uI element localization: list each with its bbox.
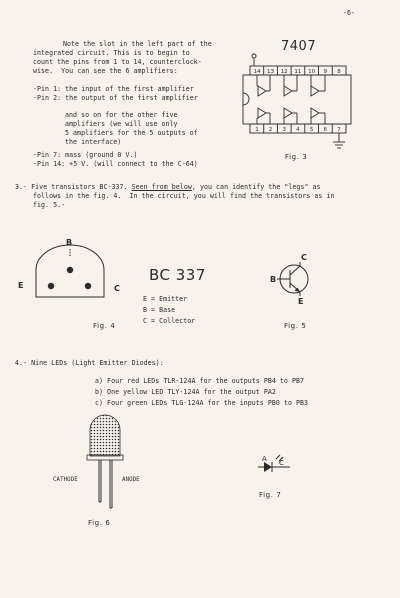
fig3-caption: Fig. 3 (285, 153, 308, 161)
pin-item: -Pin 7: mass (ground 0 V.) (33, 151, 138, 159)
pin-item: -Pin 1: the input of the first amplifier (33, 85, 194, 93)
fig7-caption: Fig. 7 (259, 491, 282, 499)
text-span: , you can identify the "legs" as (191, 183, 321, 191)
fig5-caption: Fig. 5 (284, 322, 307, 330)
fig5-collector-label: C (301, 253, 307, 262)
ic-pin-number: 4 (296, 127, 300, 133)
page-number: -6- (343, 9, 356, 17)
text-line: and so on for the other five (65, 111, 178, 119)
fig5-emitter-label: E (298, 297, 304, 306)
fig5-base-label: B (270, 275, 277, 284)
text-line: Note the slot in the left part of the (63, 40, 212, 48)
text-line: amplifiers (we will use only (65, 120, 178, 128)
fig4-collector-label: C (114, 284, 120, 293)
ic-pin-number: 12 (280, 69, 288, 75)
cathode-label: CATHODE (53, 477, 78, 483)
text-line: follows in the fig. 4. In the circuit, you will find the transistors as in (33, 192, 335, 200)
section-number: 3.- (15, 183, 28, 191)
ic-pin-number: 6 (323, 127, 328, 133)
fig6-caption: Fig. 6 (88, 519, 111, 527)
text-line: count the pins from 1 to 14, counterclock- (33, 58, 202, 66)
ic-pin-number: 14 (253, 69, 261, 75)
ic-pin-number: 9 (323, 69, 328, 75)
ic-pin-number: 11 (294, 69, 302, 75)
led-list-item: a) Four red LEDs TLR-124A for the outputs PB4 to PB7 (95, 377, 305, 385)
fig4-caption: Fig. 4 (93, 322, 116, 330)
led-list-item: c) Four green LEDs TLG-124A for the inputs PB0 to PB3 (95, 399, 309, 407)
ic-pin-number: 2 (268, 127, 273, 133)
ic-pin-number: 1 (255, 127, 259, 133)
transistor-model: BC 337 (149, 266, 206, 284)
text-line: the interface) (65, 138, 122, 146)
text-line: 5 amplifiers for the 5 outputs of (65, 129, 198, 137)
section-heading: 4.- Nine LEDs (Light Emitter Diodes): (15, 359, 164, 367)
ic-pin-number: 8 (337, 69, 341, 75)
led-list-item: b) One yellow LED TLY-124A for the output PA2 (95, 388, 276, 396)
fig4-emitter-label: E (18, 281, 24, 290)
text-line: integrated circuit. This is to begin to (33, 49, 190, 57)
legend-item: C = Collector (143, 317, 196, 325)
underlined-text: Seen from below (131, 183, 192, 191)
text-line: fig. 5.- (33, 201, 66, 209)
ic-pin-number: 5 (309, 127, 314, 133)
ic-pin-number: 13 (267, 69, 274, 75)
pin-item: -Pin 2: the output of the first amplifier (33, 94, 198, 102)
legend-item: B = Base (143, 306, 176, 314)
anode-label: ANODE (122, 477, 140, 483)
ic-pin-number: 7 (337, 127, 341, 133)
fig7-anode-label: A (262, 455, 267, 463)
ic-label: 7407 (281, 39, 317, 54)
ic-pin-number: 3 (282, 127, 286, 133)
fig4-base-label: B (66, 238, 73, 247)
text-line: wise. You can see the 6 amplifiers: (33, 67, 178, 75)
pin-item: -Pin 14: +5 V. (will connect to the C-64) (33, 160, 198, 168)
ic-pin-number: 10 (308, 69, 316, 75)
fig7-cathode-label: C (279, 459, 284, 467)
text-span: Five transistors BC-337. (31, 183, 128, 191)
legend-item: E = Emitter (143, 295, 188, 303)
